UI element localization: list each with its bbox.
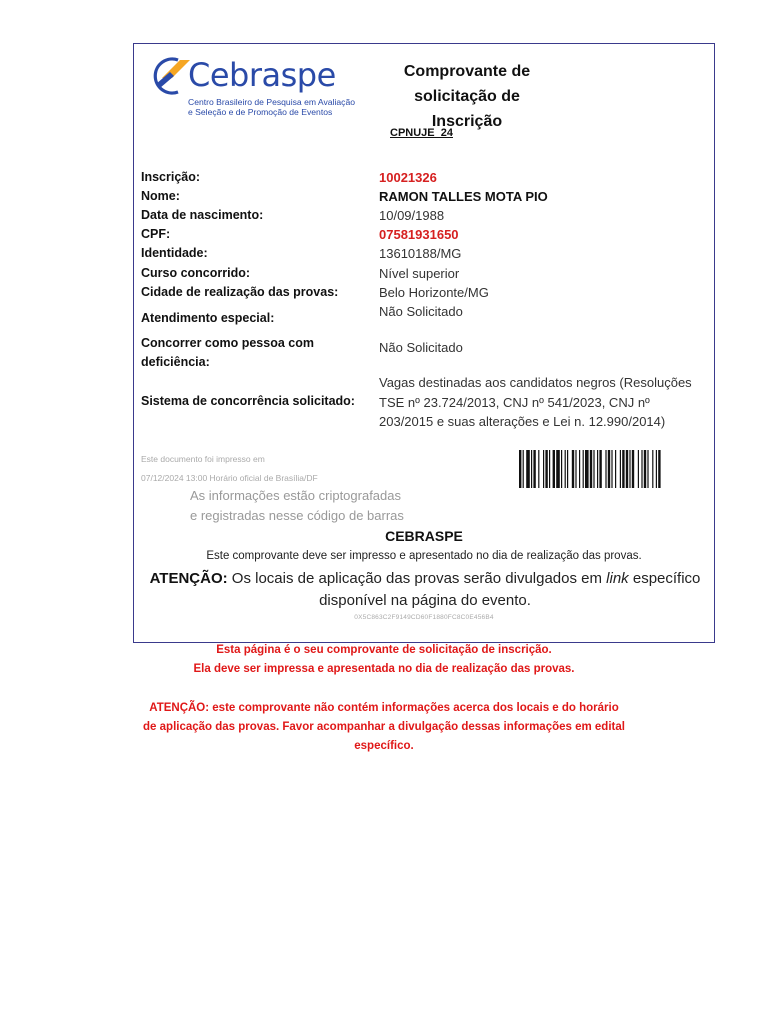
deficiencia-label-line2: deficiência: bbox=[141, 355, 210, 369]
barcode-bar bbox=[638, 450, 639, 488]
cpf-value: 07581931650 bbox=[379, 227, 459, 242]
registration-receipt-card bbox=[133, 43, 715, 643]
organization-name: CEBRASPE bbox=[385, 528, 463, 544]
sistema-value-line2: TSE nº 23.724/2013, CNJ nº 541/2023, CNJ nº bbox=[379, 394, 650, 410]
identidade-label: Identidade: bbox=[141, 246, 208, 260]
attention-text-a: Os locais de aplicação das provas serão divulgados em bbox=[227, 570, 607, 587]
note-line2: Ela deve ser impressa e apresentada no dia de realização das provas. bbox=[193, 663, 575, 675]
barcode-bar bbox=[545, 450, 547, 488]
atendimento-value: Não Solicitado bbox=[379, 304, 463, 319]
sistema-value bbox=[379, 373, 692, 432]
attention-text-b: específico bbox=[628, 570, 701, 587]
attention-line2: disponível na página do evento. bbox=[319, 592, 531, 609]
barcode-bar bbox=[543, 450, 544, 488]
note-line1: Esta página é o seu comprovante de solicitação de inscrição. bbox=[216, 644, 552, 656]
note-line4: de aplicação das provas. Favor acompanhar a divulgação dessas informações em edital bbox=[143, 721, 625, 733]
cidade-label: Cidade de realização das provas: bbox=[141, 285, 339, 299]
document-title bbox=[362, 59, 572, 134]
logo-subtitle-line1: Centro Brasileiro de Pesquisa em Avaliação bbox=[188, 97, 356, 107]
barcode-bar bbox=[572, 450, 574, 488]
atendimento-label: Atendimento especial: bbox=[141, 311, 275, 325]
crypto-note-line1: As informações estão criptografadas bbox=[190, 488, 401, 503]
barcode-bar bbox=[656, 450, 657, 488]
barcode-bar bbox=[626, 450, 628, 488]
barcode-bar bbox=[593, 450, 594, 488]
print-instruction: Este comprovante deve ser impresso e apresentado no dia de realização das provas. bbox=[206, 550, 642, 562]
barcode-bar bbox=[556, 450, 560, 488]
document-title-line1: Comprovante de solicitação de bbox=[403, 63, 531, 105]
printed-date-line2: 07/12/2024 13:00 Horário oficial de Brasília/DF bbox=[141, 473, 318, 483]
barcode-bar bbox=[519, 450, 521, 488]
sistema-label: Sistema de concorrência solicitado: bbox=[141, 394, 355, 408]
attention-message bbox=[142, 568, 708, 612]
note-line3: ATENÇÃO: este comprovante não contém informações acerca dos locais e do horário bbox=[149, 702, 619, 714]
barcode-bar bbox=[647, 450, 648, 488]
logo-subtitle bbox=[188, 97, 355, 117]
cidade-value: Belo Horizonte/MG bbox=[379, 285, 489, 300]
barcode-bar bbox=[526, 450, 530, 488]
sistema-value-line1: Vagas destinadas aos candidatos negros (Resoluções bbox=[379, 375, 692, 390]
barcode-bar bbox=[583, 450, 584, 488]
curso-value: Nível superior bbox=[379, 266, 460, 281]
barcode-bar bbox=[622, 450, 624, 488]
barcode-bar bbox=[644, 450, 646, 488]
contest-code: CPNUJE_24 bbox=[390, 127, 453, 139]
logo-subtitle-line2: e Seleção e de Promoção de Eventos bbox=[188, 107, 333, 117]
nascimento-label: Data de nascimento: bbox=[141, 208, 264, 222]
barcode-bar bbox=[533, 450, 535, 488]
barcode-bar bbox=[523, 450, 524, 488]
identidade-value: 13610188/MG bbox=[379, 246, 462, 261]
barcode-bar bbox=[597, 450, 598, 488]
cebraspe-emblem-icon bbox=[148, 54, 192, 98]
nome-label: Nome: bbox=[141, 189, 180, 203]
barcode bbox=[519, 450, 705, 488]
curso-label: Curso concorrido: bbox=[141, 266, 251, 280]
barcode-bar bbox=[538, 450, 539, 488]
barcode-bar bbox=[652, 450, 653, 488]
barcode-bar bbox=[579, 450, 580, 488]
inscricao-label: Inscrição: bbox=[141, 170, 201, 184]
sistema-value-line3: 203/2015 e suas alterações e Lei n. 12.990/2014) bbox=[379, 414, 666, 429]
barcode-bar bbox=[611, 450, 612, 488]
barcode-bar bbox=[567, 450, 568, 488]
attention-link-word: link bbox=[606, 570, 629, 587]
logo-name: Cebraspe bbox=[188, 56, 336, 94]
barcode-bar bbox=[605, 450, 606, 488]
barcode-bar bbox=[585, 450, 589, 488]
cebraspe-logo bbox=[148, 50, 356, 117]
barcode-bar bbox=[599, 450, 601, 488]
barcode-bar bbox=[590, 450, 592, 488]
deficiencia-label bbox=[141, 334, 314, 372]
barcode-bar bbox=[629, 450, 630, 488]
nascimento-value: 10/09/1988 bbox=[379, 208, 445, 223]
deficiencia-value: Não Solicitado bbox=[379, 340, 463, 355]
barcode-bar bbox=[615, 450, 616, 488]
barcode-bar bbox=[553, 450, 555, 488]
barcode-bar bbox=[632, 450, 634, 488]
inscricao-value: 10021326 bbox=[379, 170, 437, 185]
barcode-bar bbox=[641, 450, 642, 488]
barcode-bar bbox=[561, 450, 562, 488]
deficiencia-label-line1: Concorrer como pessoa com bbox=[141, 336, 314, 350]
nome-value: RAMON TALLES MOTA PIO bbox=[379, 189, 548, 204]
barcode-bar bbox=[620, 450, 621, 488]
attention-label: ATENÇÃO: bbox=[149, 570, 228, 587]
document-title-line2: Inscrição bbox=[431, 113, 503, 130]
barcode-bar bbox=[575, 450, 576, 488]
note-line5: específico. bbox=[354, 740, 414, 752]
crypto-note-line2: e registradas nesse código de barras bbox=[190, 508, 404, 523]
barcode-bar bbox=[608, 450, 610, 488]
cpf-label: CPF: bbox=[141, 227, 171, 241]
document-hash: 0X5C863C2F9149CD60F1880FC8C0E456B4 bbox=[354, 614, 494, 621]
barcode-bar bbox=[658, 450, 660, 488]
barcode-bar bbox=[565, 450, 566, 488]
barcode-bar bbox=[549, 450, 550, 488]
printed-date-line1: Este documento foi impresso em bbox=[141, 454, 265, 464]
attention-line1 bbox=[142, 568, 708, 590]
barcode-bar bbox=[531, 450, 532, 488]
